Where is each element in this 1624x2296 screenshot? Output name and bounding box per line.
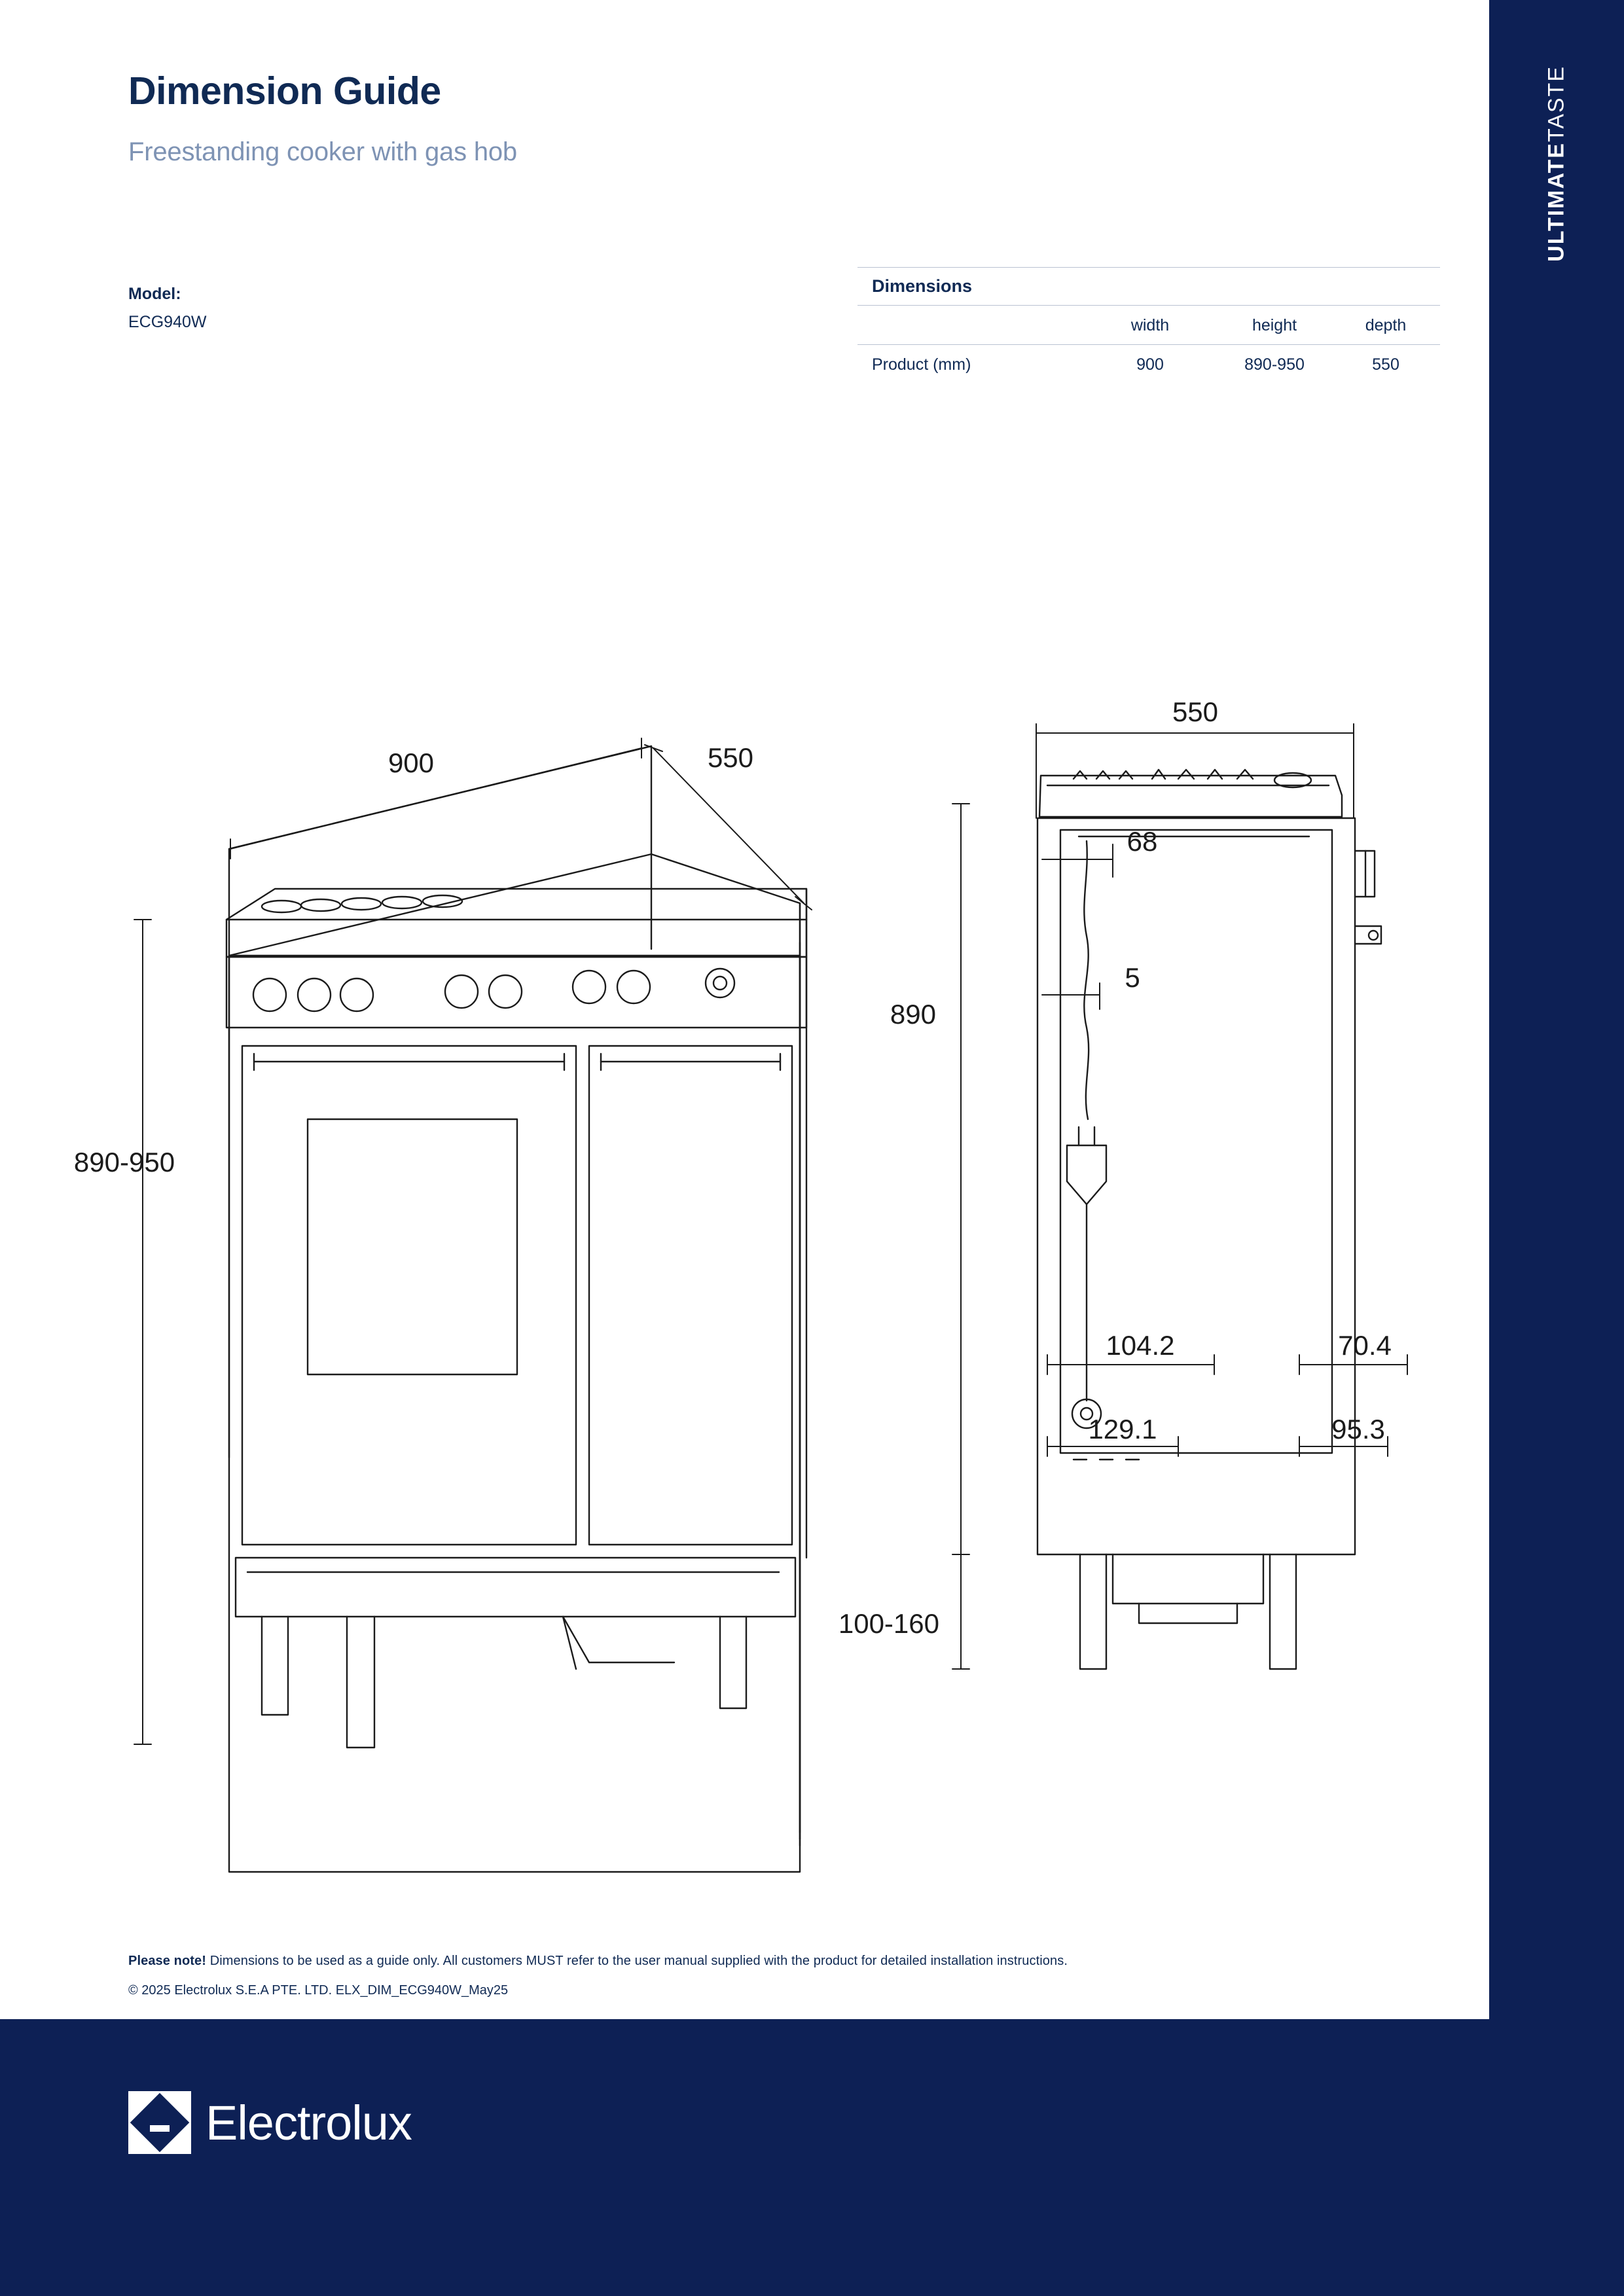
dim-label-95-3: 95.3 [1331,1414,1385,1444]
dim-label-100-160: 100-160 [838,1608,939,1639]
row-value-depth: 550 [1372,355,1399,374]
dim-label-550-front: 550 [707,742,754,773]
row-value-height: 890-950 [1244,355,1305,374]
technical-drawing [0,687,1499,1639]
dimensions-table-title: Dimensions [872,276,973,296]
dimensions-table-header-row [857,306,1440,344]
footer-band [0,2019,1624,2296]
col-header-blank [872,316,1088,335]
dim-label-5: 5 [1125,962,1140,993]
col-header-depth: depth [1365,316,1407,334]
row-value-width: 900 [1136,355,1164,374]
dim-label-129-1: 129.1 [1088,1414,1157,1444]
please-note-text: Dimensions to be used as a guide only. All customers MUST refer to the user manual supplied with the product for detailed installation instructions. [206,1954,1068,1968]
dimensions-table [857,267,1440,384]
brand-sidebar-label-bold: ULTIMATE [1543,142,1569,262]
page-title: Dimension Guide [128,69,441,113]
dim-label-900: 900 [388,747,435,778]
please-note-bold: Please note! [128,1954,207,1968]
dim-label-890-950: 890-950 [73,1147,175,1177]
col-header-width: width [1130,316,1170,334]
copyright-text: © 2025 Electrolux S.E.A PTE. LTD. ELX_DIM_ECG940W_May25 [128,1983,509,1998]
dim-label-550-side: 550 [1172,696,1219,727]
table-row [857,345,1440,384]
brand-sidebar [1489,0,1624,2019]
row-label-product: Product (mm) [872,355,971,374]
dim-label-68: 68 [1127,826,1158,857]
model-value: ECG940W [128,313,207,331]
model-label: Model: [128,285,181,303]
brand-logo [128,2091,412,2154]
brand-logo-text: Electrolux [206,2095,412,2150]
brand-sidebar-label [1544,65,1570,262]
page-subtitle: Freestanding cooker with gas hob [128,137,517,166]
dim-label-104-2: 104.2 [1106,1330,1175,1361]
please-note [128,1954,1068,1969]
dim-label-70-4: 70.4 [1338,1330,1392,1361]
col-header-height: height [1252,316,1297,334]
dim-label-890: 890 [890,999,936,1030]
brand-sidebar-label-light: TASTE [1543,65,1569,143]
electrolux-logo-icon [128,2091,191,2154]
